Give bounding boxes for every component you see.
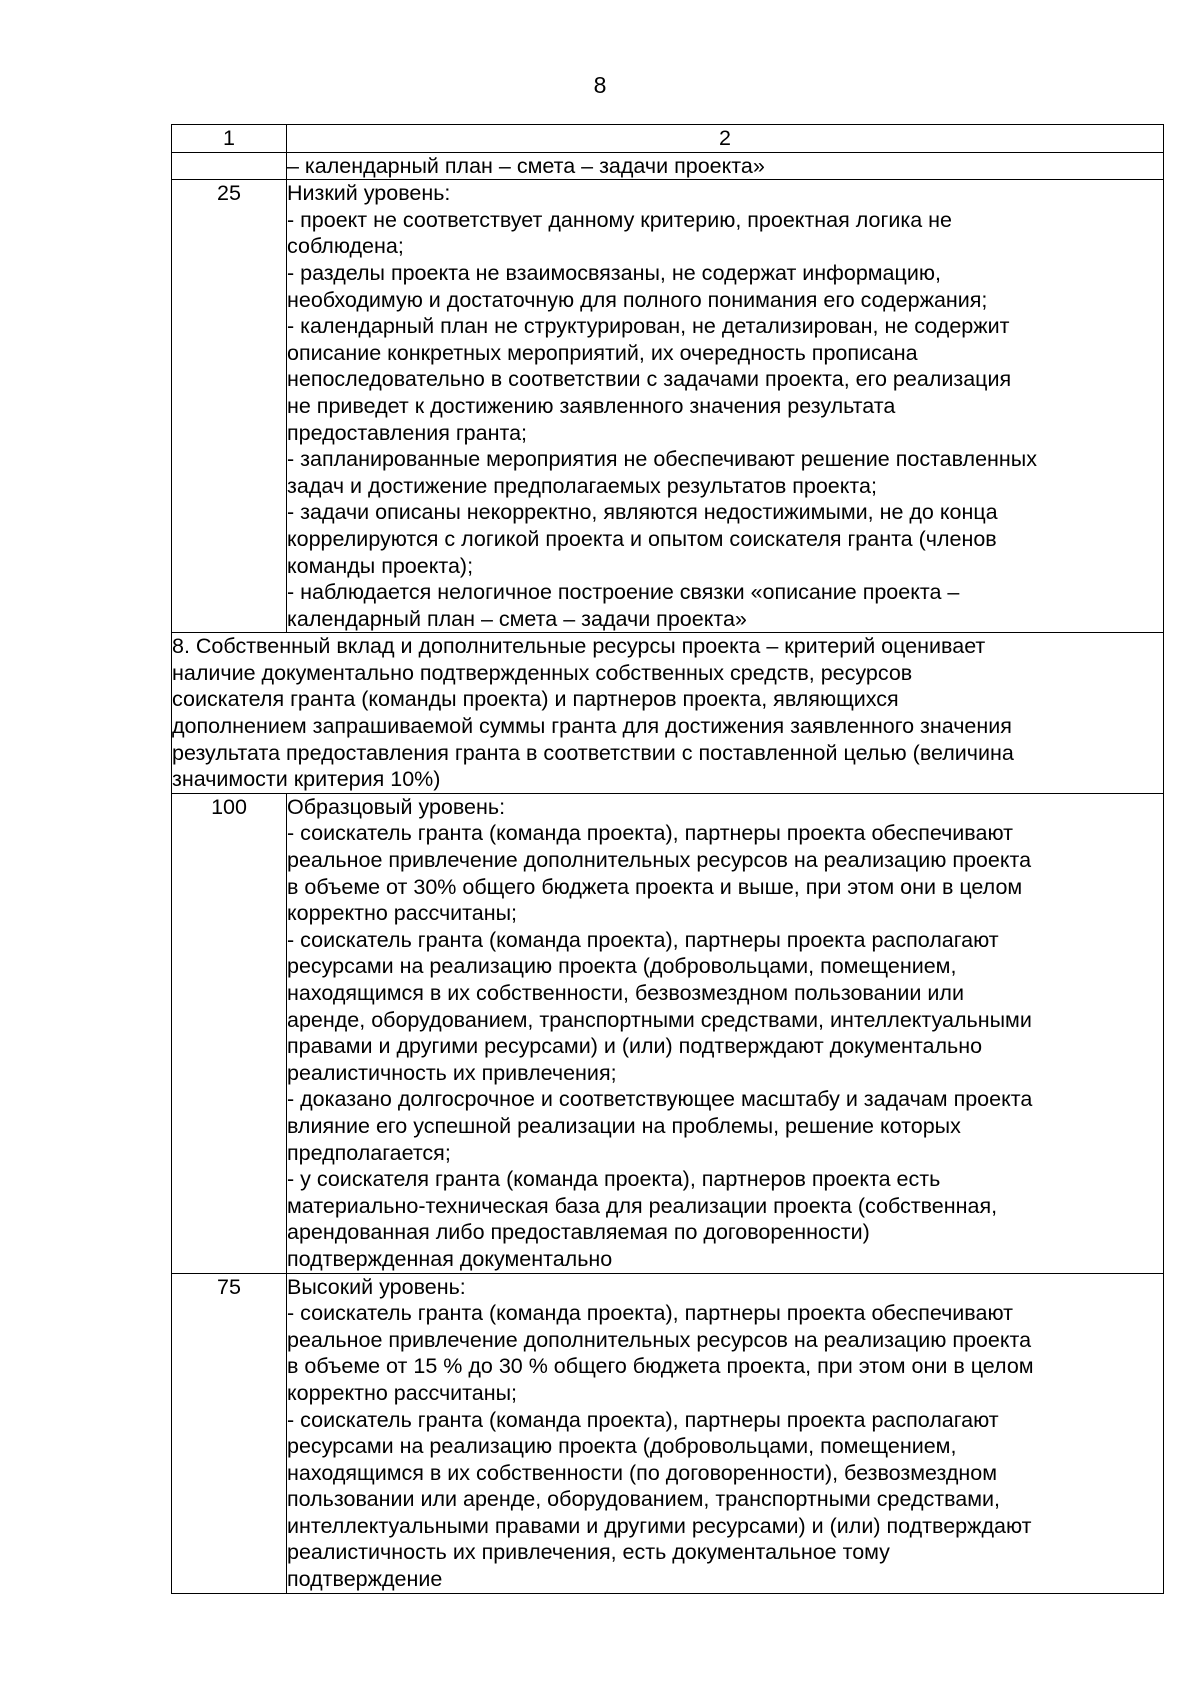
table-row [172, 180, 1164, 633]
table-row [172, 152, 1164, 180]
table-header-row [172, 125, 1164, 153]
description-cell [287, 1273, 1164, 1593]
text-line: соблюдена; [287, 234, 404, 259]
text-line: подтвержденная документально [287, 1246, 613, 1271]
text-line: арендованная либо предоставляемая по договоренности) [287, 1220, 870, 1245]
text-line: - соискатель гранта (команда проекта), партнеры проекта располагают [287, 1407, 999, 1432]
text-line: предполагается; [287, 1140, 451, 1165]
score-cell: 75 [172, 1273, 287, 1593]
text-line: материально-техническая база для реализации проекта (собственная, [287, 1193, 998, 1218]
text-line: – календарный план – смета – задачи проекта» [287, 153, 765, 178]
text-line: не приведет к достижению заявленного значения результата [287, 393, 896, 418]
text-line: необходимую и достаточную для полного понимания его содержания; [287, 287, 988, 312]
text-line: - соискатель гранта (команда проекта), партнеры проекта располагают [287, 927, 999, 952]
text-line: реалистичность их привлечения; [287, 1060, 617, 1085]
text-line: реалистичность их привлечения, есть документальное тому [287, 1540, 890, 1565]
text-line: описание конкретных мероприятий, их очередность прописана [287, 340, 918, 365]
text-line: правами и другими ресурсами) и (или) подтверждают документально [287, 1034, 983, 1059]
text-line: - доказано долгосрочное и соответствующее масштабу и задачам проекта [287, 1087, 1033, 1112]
text-line: - разделы проекта не взаимосвязаны, не содержат информацию, [287, 260, 941, 285]
text-line: ресурсами на реализацию проекта (добровольцами, помещением, [287, 954, 957, 979]
table-row [172, 1273, 1164, 1593]
text-line: 8. Собственный вклад и дополнительные ресурсы проекта – критерий оценивает [172, 634, 986, 659]
text-line: - календарный план не структурирован, не детализирован, не содержит [287, 314, 1010, 339]
text-line: находящимся в их собственности, безвозмездном пользовании или [287, 981, 964, 1005]
text-line: коррелируются с логикой проекта и опытом соискателя гранта (членов [287, 526, 997, 551]
column-header-1: 1 [172, 125, 287, 153]
page-number: 8 [593, 72, 607, 98]
text-line: дополнением запрашиваемой суммы гранта для достижения заявленного значения [172, 714, 1012, 739]
text-line: корректно рассчитаны; [287, 1380, 518, 1405]
text-line: результата предоставления гранта в соответствии с поставленной целью (величина [172, 740, 1014, 765]
score-cell: 100 [172, 793, 287, 1273]
text-line: - запланированные мероприятия не обеспечивают решение поставленных [287, 447, 1038, 472]
score-cell: 25 [172, 180, 287, 633]
text-line: корректно рассчитаны; [287, 901, 518, 926]
text-line: подтверждение [287, 1567, 443, 1592]
text-line: реальное привлечение дополнительных ресурсов на реализацию проекта [287, 1327, 1032, 1352]
text-line: команды проекта); [287, 553, 474, 578]
text-line: в объеме от 30% общего бюджета проекта и выше, при этом они в целом [287, 874, 1023, 899]
text-line: соискателя гранта (команды проекта) и партнеров проекта, являющихся [172, 687, 899, 712]
text-line: в объеме от 15 % до 30 % общего бюджета проекта, при этом они в целом [287, 1354, 1034, 1379]
text-line: предоставления гранта; [287, 420, 527, 445]
score-cell [172, 152, 287, 180]
text-line: Высокий уровень: [287, 1274, 466, 1299]
text-line: находящимся в их собственности (по договоренности), безвозмездном [287, 1460, 998, 1485]
criterion-heading-row [172, 633, 1164, 794]
description-cell [287, 793, 1164, 1273]
text-line: - у соискателя гранта (команда проекта), партнеров проекта есть [287, 1167, 941, 1192]
description-cell [287, 180, 1164, 633]
text-line: пользовании или аренде, оборудованием, транспортными средствами, [287, 1487, 1001, 1512]
text-line: календарный план – смета – задачи проекта» [287, 606, 747, 631]
text-line: Низкий уровень: [287, 181, 451, 206]
text-line: влияние его успешной реализации на проблемы, решение которых [287, 1113, 961, 1138]
criteria-table [171, 124, 1164, 1594]
text-line: реальное привлечение дополнительных ресурсов на реализацию проекта [287, 848, 1032, 873]
text-line: интеллектуальными правами и другими ресурсами) и (или) подтверждают [287, 1513, 1032, 1538]
text-line: - задачи описаны некорректно, являются недостижимыми, не до конца [287, 500, 998, 525]
criterion-heading [172, 633, 1164, 794]
text-line: ресурсами на реализацию проекта (добровольцами, помещением, [287, 1434, 957, 1459]
text-line: - соискатель гранта (команда проекта), партнеры проекта обеспечивают [287, 1301, 1013, 1326]
text-line: задач и достижение предполагаемых результатов проекта; [287, 473, 877, 498]
text-line: значимости критерия 10%) [172, 767, 441, 792]
description-cell [287, 152, 1164, 180]
text-line: непоследовательно в соответствии с задачами проекта, его реализация [287, 367, 1012, 392]
text-line: - соискатель гранта (команда проекта), партнеры проекта обеспечивают [287, 821, 1013, 846]
text-line: наличие документально подтвержденных собственных средств, ресурсов [172, 660, 913, 685]
text-line: аренде, оборудованием, транспортными средствами, интеллектуальными [287, 1007, 1032, 1032]
text-line: - проект не соответствует данному критерию, проектная логика не [287, 207, 952, 232]
text-line: - наблюдается нелогичное построение связки «описание проекта – [287, 580, 960, 605]
table-row [172, 793, 1164, 1273]
column-header-2: 2 [287, 125, 1164, 153]
text-line: Образцовый уровень: [287, 794, 506, 819]
